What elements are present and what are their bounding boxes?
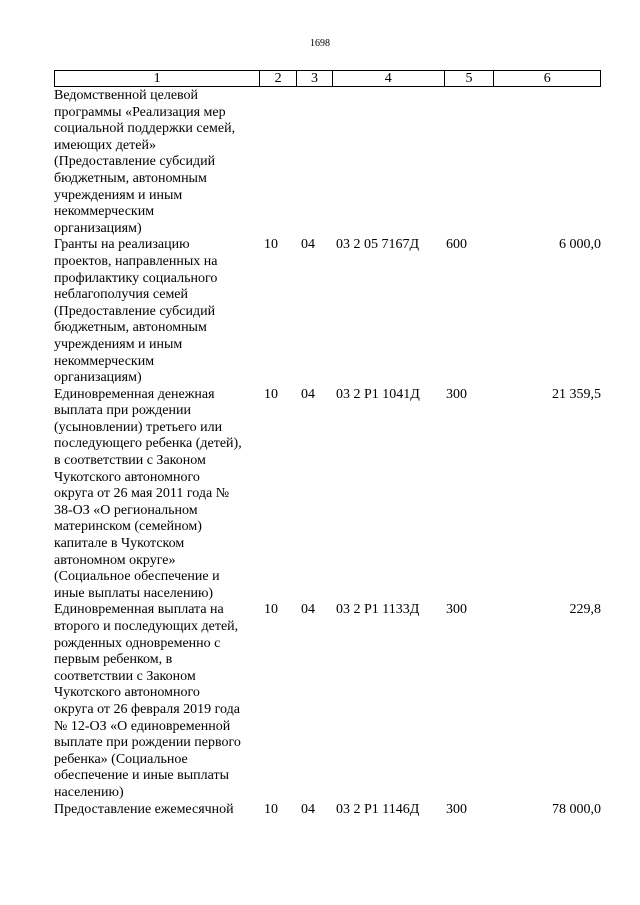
row-subsection: 04 [301,386,315,402]
table-row [54,387,601,603]
row-target-article: 03 2 05 7167Д [336,237,420,253]
row-expense-type: 300 [446,801,467,817]
row-target-article: 03 2 Р1 1133Д [336,602,420,618]
row-expense-type: 300 [446,386,467,402]
row-section: 10 [264,801,278,817]
row-amount: 78 000,0 [552,801,601,817]
row-target-article [336,88,448,237]
header-col-3: 3 [297,71,333,86]
table-row [54,237,601,386]
header-col-5: 5 [445,71,495,86]
row-name: Ведомственной целевой программы «Реализация мер социальной поддержки семей, имеющих детей» (Предоставление субсидий бюджетным, автономным учреждениям и иным некоммерческим организациям) [54,88,236,236]
row-target-article: 03 2 Р1 1146Д [336,801,420,817]
row-name: Единовременная выплата на второго и последующих детей, рожденных одновременно с первым ребенком, в соответствии с Законом Чукотского автономного округа от 26 февраля 2019 года № 12-ОЗ «О единовременной выплате при рождении первого ребенка» (Социальное обеспечение и иные выплаты населению) [54,602,241,800]
row-expense-type [446,88,496,237]
row-name: Единовременная денежная выплата при рождении (усыновлении) третьего или последующего ребенка (детей), в соответствии с Законом Чукотского автономного округа от 26 мая 2011 года № 38-ОЗ «О региональном материнском (семейном) капитале в Чукотском автономном округе» (Социальное обеспечение и иные выплаты населению) [54,386,242,601]
table-row [54,88,601,237]
header-col-1: 1 [55,71,260,86]
row-name: Предоставление ежемесячной [54,801,234,817]
row-section: 10 [264,602,278,618]
header-col-4: 4 [333,71,445,86]
page-number: 1698 [310,38,330,49]
row-section [264,88,301,237]
row-subsection: 04 [301,801,315,817]
header-col-2: 2 [260,71,297,86]
row-subsection: 04 [301,237,315,253]
row-subsection [301,88,337,237]
row-target-article: 03 2 Р1 1041Д [336,386,420,402]
row-amount: 229,8 [569,602,601,618]
header-col-6: 6 [543,71,551,86]
row-section: 10 [264,386,278,402]
row-expense-type: 600 [446,237,467,253]
table-row [54,802,601,819]
row-amount: 21 359,5 [552,386,601,402]
table-header-row [54,70,601,87]
row-subsection: 04 [301,602,315,618]
row-expense-type: 300 [446,602,467,618]
table-row [54,602,601,801]
row-amount [495,88,601,237]
row-section: 10 [264,237,278,253]
budget-table-body [54,88,601,818]
row-name: Гранты на реализацию проектов, направленных на профилактику социального неблагополучия семей (Предоставление субсидий бюджетным, автономным учреждениям и иным некоммерческим организациям) [54,237,218,386]
row-amount: 6 000,0 [559,237,601,253]
